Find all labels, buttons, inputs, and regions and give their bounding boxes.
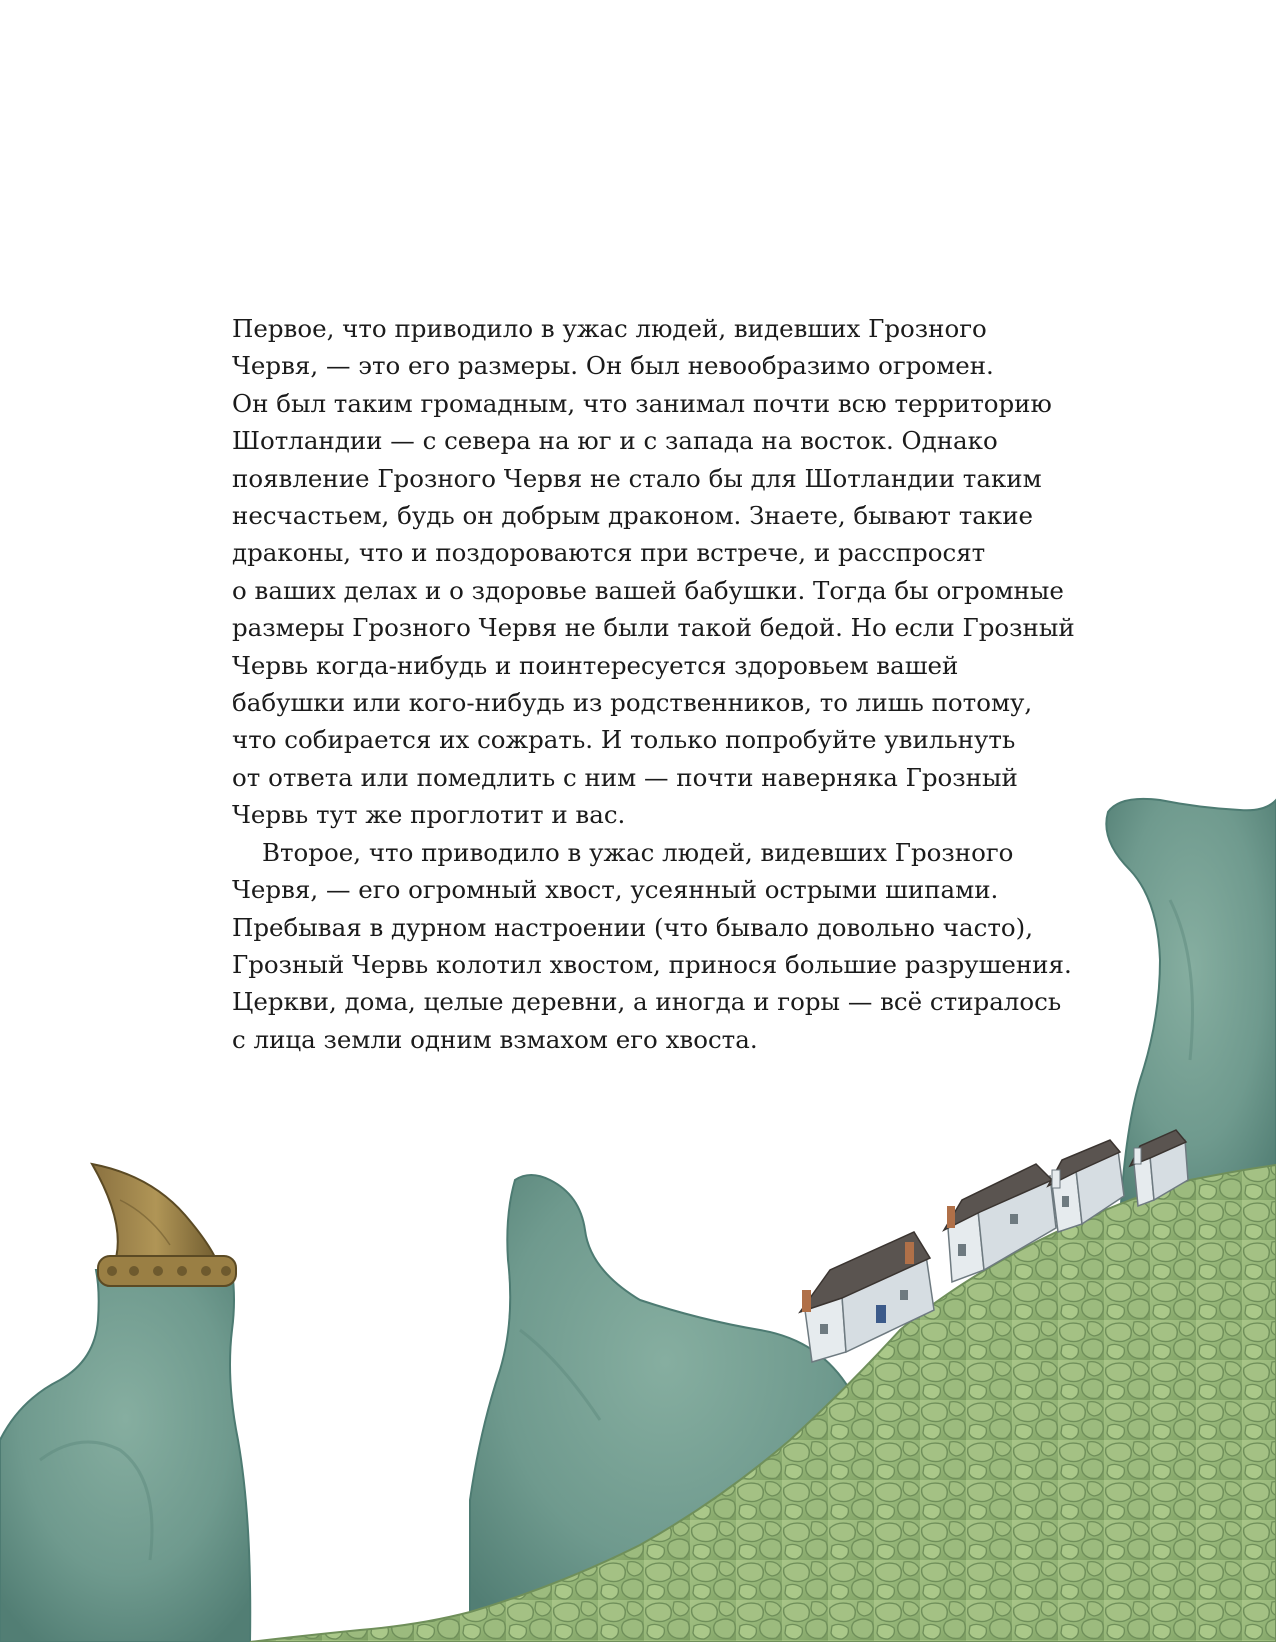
text-line: появление Грозного Червя не стало бы для Шотландии таким bbox=[232, 463, 1042, 493]
text-line: размеры Грозного Червя не были такой бедой. Но если Грозный bbox=[232, 613, 1075, 643]
text-line: Церкви, дома, целые деревни, а иногда и горы — всё стиралось bbox=[232, 987, 1062, 1017]
paragraph-2 bbox=[232, 834, 1072, 1058]
text-line: от ответа или помедлить с ним — почти наверняка Грозный bbox=[232, 762, 1018, 792]
text-line: Второе, что приводило в ужас людей, видевших Грозного bbox=[262, 837, 1014, 867]
right-spine bbox=[1106, 799, 1276, 1220]
text-line: бабушки или кого-нибудь из родственников, то лишь потому, bbox=[232, 688, 1033, 718]
text-line: Первое, что приводило в ужас людей, видевших Грозного bbox=[232, 314, 987, 343]
text-line: Грозный Червь колотил хвостом, принося большие разрушения. bbox=[232, 949, 1072, 979]
text-line: о ваших делах и о здоровье вашей бабушки. Тогда бы огромные bbox=[232, 575, 1064, 605]
text-line: с лица земли одним взмахом его хвоста. bbox=[232, 1024, 758, 1054]
left-spine bbox=[0, 1270, 250, 1642]
paragraph-1 bbox=[232, 310, 1075, 834]
text-line: несчастьем, будь он добрым драконом. Знаете, бывают такие bbox=[232, 501, 1034, 531]
text-line: Червя, — это его размеры. Он был невообразимо огромен. bbox=[232, 351, 994, 381]
text-line: Он был таким громадным, что занимал почти всю территорию bbox=[232, 388, 1052, 418]
story-text bbox=[232, 310, 1075, 1058]
text-line: Червя, — его огромный хвост, усеянный острыми шипами. bbox=[232, 875, 999, 905]
text-line: что собирается их сожрать. И только попробуйте увильнуть bbox=[232, 725, 1016, 755]
text-line: Червь когда-нибудь и поинтересуется здоровьем вашей bbox=[232, 650, 959, 680]
text-line: драконы, что и поздороваются при встрече, и расспросят bbox=[232, 538, 986, 568]
text-line: Шотландии — с севера на юг и с запада на восток. Однако bbox=[232, 426, 998, 456]
text-line: Червь тут же проглотит и вас. bbox=[232, 800, 626, 830]
text-line: Пребывая в дурном настроении (что бывало довольно часто), bbox=[232, 912, 1033, 942]
viking-helmet bbox=[92, 1164, 236, 1286]
